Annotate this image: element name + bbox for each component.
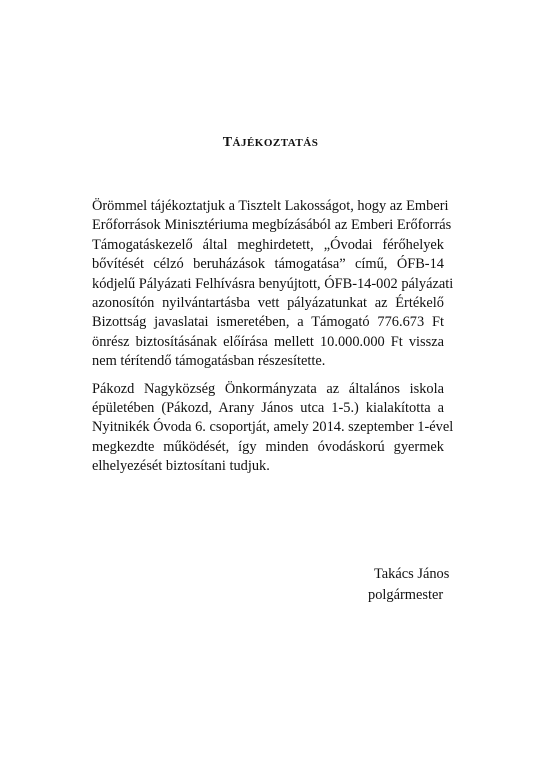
title-rest: ÁJÉKOZTATÁS [232,137,319,149]
paragraph-line: Nyitnikék Óvoda 6. csoportját, amely 2014. szeptember 1-ével [92,419,454,436]
paragraph-line: megkezdte működését, így minden óvodáskorú gyermek [92,438,444,455]
document-title [0,135,541,151]
document-body [92,197,454,484]
paragraph-line: Támogatáskezelő által meghirdetett, „Óvodai férőhelyek [92,236,444,253]
paragraph-line: Bizottság javaslatai ismeretében, a Támogató 776.673 Ft [92,314,444,331]
paragraph-line: kódjelű Pályázati Felhívásra benyújtott, ÓFB-14-002 pályázati [92,275,454,292]
paragraph-line: Pákozd Nagyközség Önkormányzata az általános iskola [92,380,444,397]
paragraph-line: bővítését célzó beruházások támogatása” című, ÓFB-14 [92,256,444,273]
title-initial: T [222,135,233,150]
paragraph-line: elhelyezését biztosítani tudjuk. [92,458,270,475]
paragraph-line: Erőforrások Minisztériuma megbízásából az Emberi Erőforrás [92,217,452,234]
signature-role: polgármester [368,587,444,603]
paragraph-line: épületében (Pákozd, Arany János utca 1-5.) kialakította a [92,399,444,416]
paragraph-line: Örömmel tájékoztatjuk a Tisztelt Lakosságot, hogy az Emberi [92,198,449,214]
signature-block [368,564,478,606]
paragraph-1 [92,197,454,372]
signature-name: Takács János [374,566,450,582]
paragraph-line: azonosítón nyilvántartásba vett pályázatunkat az Értékelő [92,294,444,311]
paragraph-line: nem térítendő támogatásban részesítette. [92,353,326,370]
paragraph-line: önrész biztosításának előírása mellett 10.000.000 Ft vissza [92,333,444,350]
paragraph-2 [92,380,454,477]
